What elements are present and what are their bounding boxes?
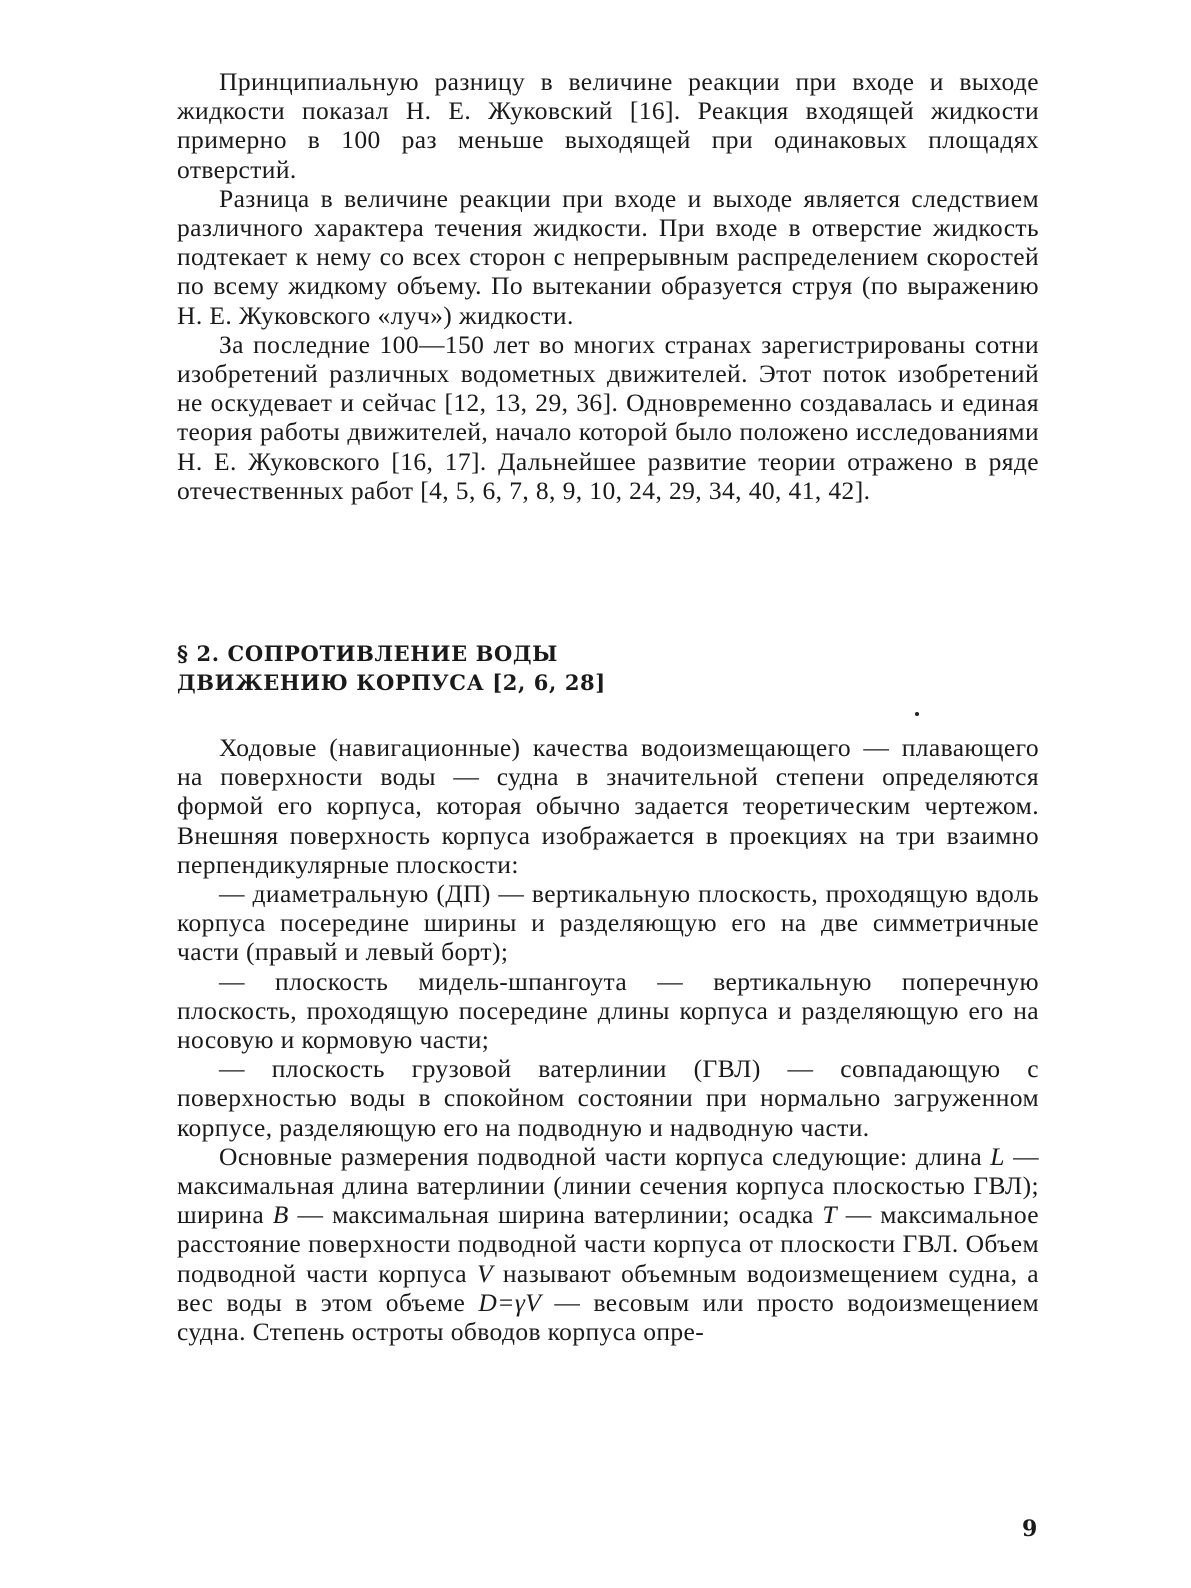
section-heading (177, 639, 606, 697)
symbol-beam: B (272, 1200, 289, 1230)
bottom-text-block (177, 733, 1039, 1346)
text-segment: Основные размерения подводной части корпуса следующие: длина (219, 1141, 991, 1171)
text-segment: называют объемным водоизмещением судна, а вес воды в этом объеме (177, 1258, 1040, 1317)
text-segment: — максимальное расстояние поверхности подводной части корпуса от плоскости ГВЛ. Объем подводной части корпуса (177, 1200, 1039, 1288)
symbol-volume: V (476, 1258, 493, 1288)
paragraph-flow-difference: Разница в величине реакции при входе и выходе является следствием различного характера течения жидкости. При входе в отверстие жидкость подтекает к нему со всех сторон с непрерывным распределением скоростей по всему жидкому объему. По вытекании образуется струя (по выражению Н. Е. Жуковского «луч») жидкости. (177, 183, 1039, 330)
section-heading-line-1: § 2. СОПРОТИВЛЕНИЕ ВОДЫ (177, 641, 558, 666)
section-heading-line-2: ДВИЖЕНИЮ КОРПУСА [2, 6, 28] (177, 670, 606, 695)
symbol-draft: T (822, 1200, 837, 1230)
text-segment: — максимальная ширина ватерлинии; осадка (288, 1200, 823, 1230)
print-speck (915, 712, 919, 716)
paragraph-inventions-history: За последние 100—150 лет во многих странах зарегистрированы сотни изобретений различных водометных движителей. Этот поток изобретений не оскудевает и сейчас [12, 13, 29, 36]. Одновременно создавалась и единая теория работы движителей, начало которой было положено исследованиями Н. Е. Жуковского [16, 17]. Дальнейшее развитие теории отражено в ряде отечественных работ [4, 5, 6, 7, 8, 9, 10, 24, 29, 34, 40, 41, 42]. (177, 329, 1039, 505)
text-segment: — весовым или просто водоизмещением судна. Степень остроты обводов корпуса опре- (177, 1287, 1039, 1347)
paragraph-hull-form: Ходовые (навигационные) качества водоизмещающего — плавающего на поверхности воды — судна в значительной степени определяются формой его корпуса, которая обычно задается теоретическим чертежом. Внешняя поверхность корпуса изображается в проекциях на три взаимно перпендикулярные плоскости: (177, 733, 1039, 879)
paragraph-zhukovsky-reaction: Принципиальную разницу в величине реакции при входе и выходе жидкости показал Н. Е. Жуковский [16]. Реакция входящей жидкости примерно в 100 раз меньше выходящей при одинаковых площадях отверстий. (177, 67, 1039, 184)
list-item-midship-plane: — плоскость мидель-шпангоута — вертикальную поперечную плоскость, проходящую посередине длины корпуса и разделяющую его на носовую и кормовую части; (177, 966, 1039, 1055)
formula-displacement: D=γV (478, 1287, 542, 1317)
text-segment: — максимальная длина ватерлинии (линии сечения корпуса плоскостью ГВЛ); ширина (177, 1141, 1039, 1230)
list-item-waterline-plane: — плоскость грузовой ватерлинии (ГВЛ) — совпадающую с поверхностью воды в спокойном состоянии при нормально загруженном корпусе, разделяющую его на подводную и надводную части. (177, 1054, 1039, 1142)
top-text-block (177, 67, 1039, 505)
list-item-centerline-plane: — диаметральную (ДП) — вертикальную плоскость, проходящую вдоль корпуса посередине ширины и разделяющую его на две симметричные части (правый и левый борт); (177, 879, 1039, 967)
symbol-length: L (990, 1141, 1005, 1171)
page-number: 9 (1022, 1516, 1038, 1542)
paragraph-main-dimensions (177, 1142, 1039, 1346)
